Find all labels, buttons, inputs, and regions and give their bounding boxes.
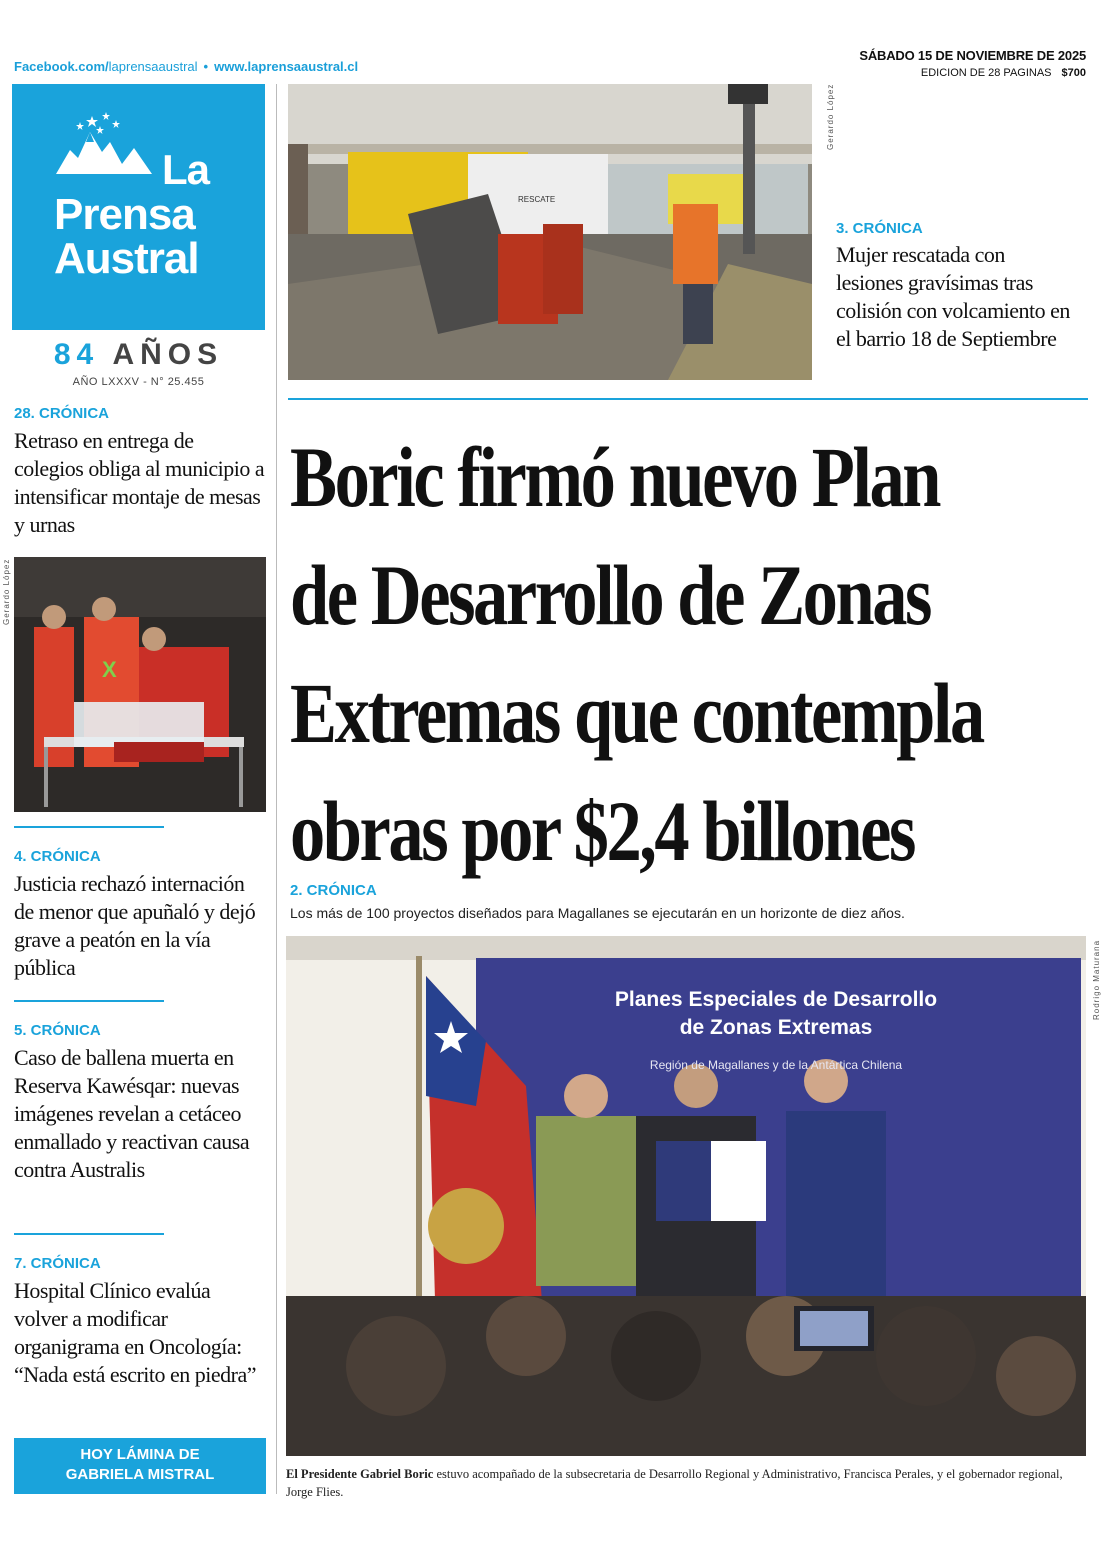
price: $700 [1061,67,1086,79]
facebook-link[interactable]: Facebook.com/laprensaaustral [14,59,198,74]
top-story-headline[interactable]: Mujer rescatada con lesiones gravísimas tras colisión con volcamiento en el barrio 18 de Septiembre [836,242,1070,351]
lamina-line1: HOY LÁMINA DE [80,1446,200,1463]
website-link[interactable]: www.laprensaaustral.cl [214,59,359,74]
mountains-stars-icon [56,112,156,182]
main-subhead: Los más de 100 proyectos diseñados para Magallanes se ejecutarán en un horizonte de diez años. [290,905,905,921]
brief3-kicker[interactable]: 5. CRÓNICA [14,1022,101,1039]
issue-date: SÁBADO 15 DE NOVIEMBRE DE 2025 [859,48,1086,63]
main-headline[interactable] [290,418,1094,890]
social-links: Facebook.com/laprensaaustral • www.laprensaaustral.cl [14,59,359,74]
brief2-text[interactable]: Justicia rechazó internación de menor que apuñaló y dejó grave a peatón en la vía pública [14,871,256,980]
column-divider [276,84,277,1494]
main-photo-caption [286,1465,1086,1501]
lamina-line2: GABRIELA MISTRAL [65,1466,215,1483]
edition-info: EDICION DE 28 PAGINAS $700 [920,67,1086,79]
issue-number: AÑO LXXXV - N° 25.455 [72,376,205,388]
banner-subtitle: Región de Magallanes y de la Antártica Chilena [649,1058,903,1072]
svg-text:X: X [102,657,117,682]
banner-title-line2: de Zonas Extremas [679,1016,873,1039]
photo-credit-accident: Gerardo López [826,83,835,150]
banner-title-line1: Planes Especiales de Desarrollo [614,988,938,1011]
accident-photo[interactable] [288,84,812,380]
photo-credit-ballot: Gerardo López [2,558,11,625]
headline-line1: Boric firmó nuevo Plan [290,429,940,525]
brief4-kicker[interactable]: 7. CRÓNICA [14,1255,101,1272]
brief1-kicker[interactable]: 28. CRÓNICA [14,405,110,422]
headline-line2: de Desarrollo de Zonas [290,547,930,643]
main-photo[interactable] [286,936,1086,1456]
logo-text-austral: Austral [54,234,199,283]
anniversary: 84 AÑOS [53,338,224,371]
ballot-boxes-photo[interactable] [14,557,266,812]
lamina-promo[interactable] [14,1438,266,1494]
headline-line4: obras por $2,4 billones [290,783,914,879]
logo-text-prensa: Prensa [54,190,195,239]
brief2-kicker[interactable]: 4. CRÓNICA [14,848,101,865]
dateline [859,48,1086,79]
truck-label: RESCATE [518,195,556,204]
caption-bold: El Presidente Gabriel Boric [286,1467,434,1481]
logo-text-la: La [162,146,210,193]
main-kicker[interactable]: 2. CRÓNICA [290,882,377,899]
brief4-rule [14,1233,164,1235]
caption-rest: estuvo acompañado de la subsecretaria de Desarrollo Regional y Administrativo, Francisca Perales, y el gobernador regional, Jorge Flies. [286,1467,1063,1499]
top-story-kicker[interactable]: 3. CRÓNICA [836,220,923,237]
brief3-rule [14,1000,164,1002]
photo-credit-main: Rodrigo Maturana [1092,939,1101,1020]
masthead-logo[interactable] [12,84,265,330]
headline-rule [288,398,1088,400]
brief4-text[interactable]: Hospital Clínico evalúa volver a modificar organigrama en Oncología: “Nada está escrito en piedra” [14,1278,257,1387]
brief2-rule [14,826,164,828]
brief1-text[interactable]: Retraso en entrega de colegios obliga al municipio a intensificar montaje de mesas y urnas [14,428,265,537]
headline-line3: Extremas que contempla [290,665,983,761]
brief3-text[interactable]: Caso de ballena muerta en Reserva Kawésqar: nuevas imágenes revelan a cetáceo enmallado y reactivan causa contra Australis [14,1045,250,1182]
